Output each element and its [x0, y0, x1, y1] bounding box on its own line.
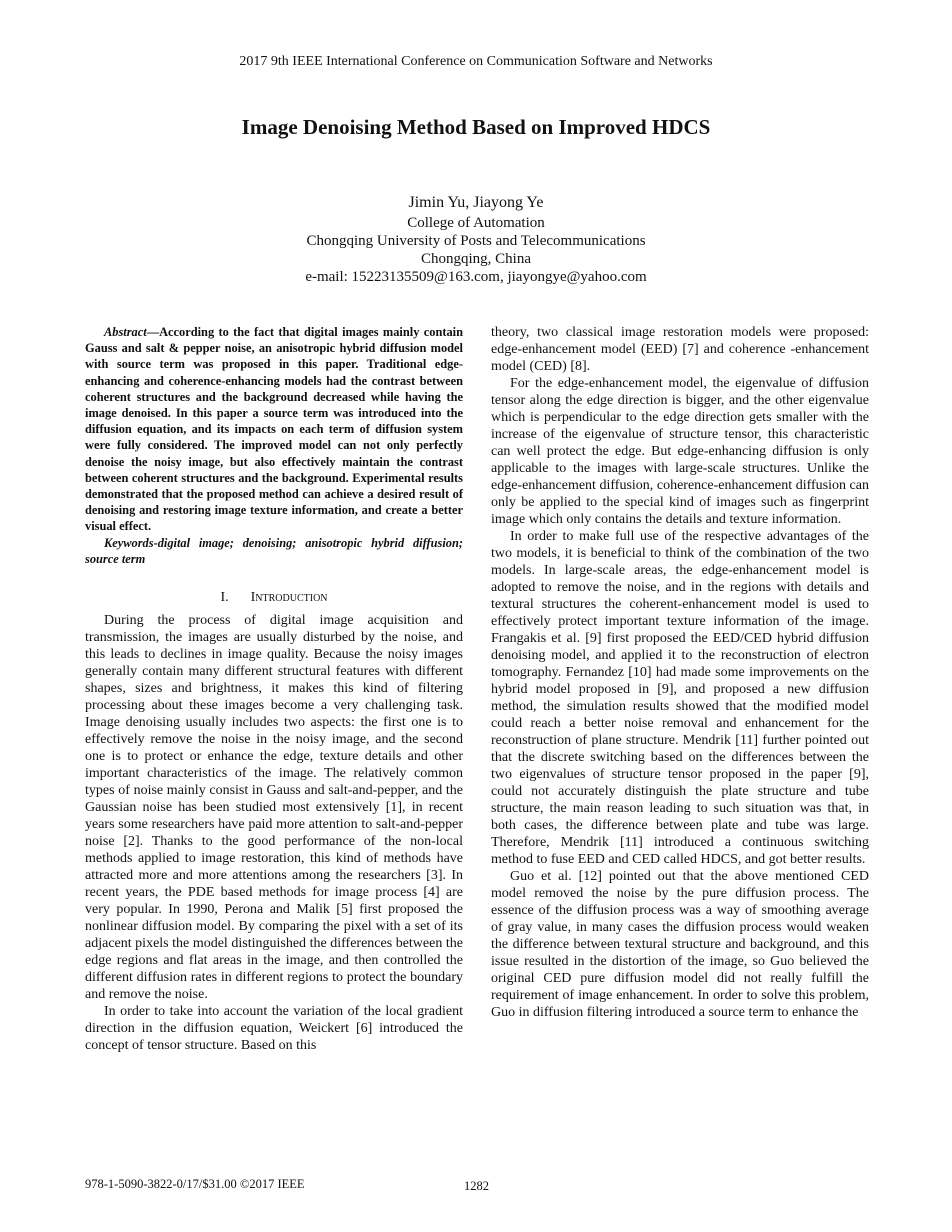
- keywords: Keywords-digital image; denoising; anisotropic hybrid diffusion; source term: [85, 535, 463, 566]
- body-paragraph: During the process of digital image acquisition and transmission, the images are usually disturbed by the noise, and this leads to declines in image quality. Because the noisy images generally contain many different structural features with different shapes, sizes and brightness, it makes this kind of filtering processing about these images become a very challenging task. Image denoising usually includes two aspects: the first one is to effectively remove the noise in the noisy image, and the second one is to protect or enhance the edge, texture details and other important characteristics of the image. The relatively common types of noise mainly consist in Gauss and salt-and-pepper, and the Gaussian noise has been studied most extensively [1], in recent years some researchers have paid more attention to salt-and-pepper noise [2]. Thanks to the good performance of the non-local methods applied to image restoration, this kind of methods have attracted more and more attentions among the researchers [3]. In recent years, the PDE based methods for image process [4] are very popular. In 1990, Perona and Malik [5] first proposed the nonlinear diffusion model. By comparing the pixel with a set of its adjacent pixels the model distinguished the differences between the edge regions and flat areas in the image, and then controlled the different diffusion rates in different regions to protect the boundary and remove the noise.: [85, 613, 463, 1003]
- section-title: Introduction: [250, 590, 328, 606]
- affiliation-line: Chongqing University of Posts and Telecommunications: [306, 233, 646, 249]
- copyright-footer: 978-1-5090-3822-0/17/$31.00 ©2017 IEEE: [85, 1177, 305, 1191]
- author-names: Jimin Yu, Jiayong Ye: [408, 194, 544, 211]
- page-number: 1282: [464, 1179, 489, 1193]
- body-paragraph: In order to take into account the variation of the local gradient direction in the diffusion equation, Weickert [6] introduced the concept of tensor structure. Based on this: [85, 1004, 463, 1054]
- left-column: [85, 324, 463, 1054]
- author-email: e-mail: 15223135509@163.com, jiayongye@yahoo.com: [305, 269, 647, 285]
- abstract-dash: —: [146, 325, 160, 339]
- section-number: I.: [220, 590, 229, 606]
- affiliation-line: College of Automation: [407, 215, 545, 231]
- right-column: [491, 324, 869, 1021]
- body-paragraph: In order to make full use of the respective advantages of the two models, it is beneficial to think of the combination of the two models. In large-scale areas, the edge-enhancement model is adopted to remove the noise, and in the regions with details and textural structures the coherent-enhancement model is used to effectively protect important texture information of the image. Frangakis et al. [9] first proposed the EED/CED hybrid diffusion denoising model, and applied it to the reconstruction of electron tomography. Fernandez [10] had made some improvements on the hybrid model proposed in [9], and proposed a new diffusion method, the simulation results showed that the modified model could reach a better noise removal and enhancement for the reconstruction of plane structure. Mendrik [11] further pointed out that the discrete switching based on the differences between the two eigenvalues of structure tensor proposed in the paper [9], could not accurately distinguish the plate structure and tube structure, the main reason leading to such situation was that, in both cases, the difference between plate and tube was large. Therefore, Mendrik [11] introduced a continuous switching method to fuse EED and CED called HDCS, and got better results.: [491, 529, 869, 867]
- body-paragraph: Guo et al. [12] pointed out that the above mentioned CED model removed the noise by the pure diffusion process. The essence of the diffusion process was a way of smoothing average of gray value, in many cases the diffusion process would weaken the difference between textural structure and background, and this issue resulted in the distortion of the image, so Guo believed the original CED pure diffusion model did not really fulfill the requirement of image enhancement. In order to solve this problem, Guo in diffusion filtering introduced a source term to enhance the: [491, 869, 869, 1020]
- section-heading: [85, 589, 463, 606]
- body-paragraph: For the edge-enhancement model, the eigenvalue of diffusion tensor along the edge direction is bigger, and the other eigenvalue which is perpendicular to the edge direction gets smaller with the increase of the eigenvalue of structure tensor, this characteristic can well protect the edge. But edge-enhancing diffusion is only applicable to the images with large-scale structures. Unlike the edge-enhancement diffusion, coherence-enhancement diffusion can only be applied to the special kind of images such as fingerprint image which only contains the details and texture information.: [491, 376, 869, 527]
- conference-header: 2017 9th IEEE International Conference on Communication Software and Networks: [239, 54, 713, 69]
- body-paragraph: theory, two classical image restoration models were proposed: edge-enhancement model (EED) [7] and coherence -enhancement model (CED) [8].: [491, 325, 869, 374]
- affiliation-line: Chongqing, China: [420, 251, 531, 267]
- paper-title: Image Denoising Method Based on Improved HDCS: [241, 115, 711, 139]
- abstract-label: Abstract: [104, 325, 147, 339]
- abstract-text: According to the fact that digital images mainly contain Gauss and salt & pepper noise, an anisotropic hybrid diffusion model with source term was proposed in this paper. Traditional edge-enhancing and coherence-enhancing models had the contrast between coherent structures and the background decreased while having the image denoised. In this paper a source term was introduced into the diffusion equation, and its impacts on each term of diffusion system were fully considered. The improved model can not only perfectly denoise the noisy image, but also effectively maintain the contrast between coherent structures and the background. Experimental results demonstrated that the proposed method can achieve a desired result of denoising and restoring image texture information, and create a better visual effect.: [85, 325, 463, 534]
- abstract: [85, 324, 463, 535]
- author-block: [0, 194, 952, 286]
